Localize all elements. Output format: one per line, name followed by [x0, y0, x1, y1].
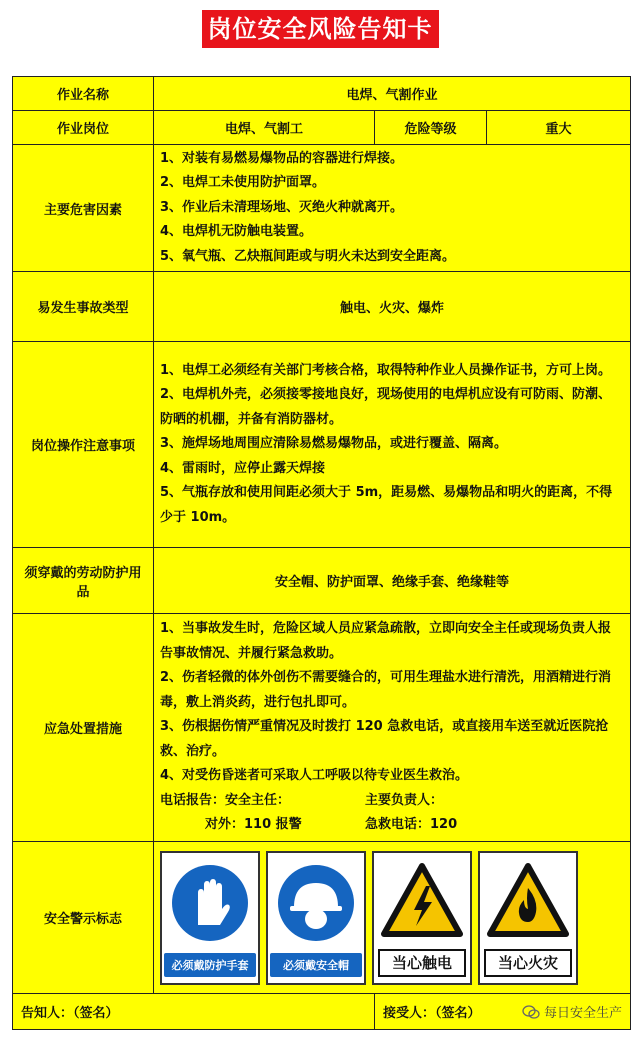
receiver-cell [375, 994, 631, 1030]
post-value: 电焊、气割工 [154, 111, 375, 145]
risk-card-table [12, 76, 631, 1030]
helmet-icon [276, 863, 356, 943]
list-item: 2、电焊工未使用防护面罩。 [160, 175, 326, 191]
receiver-signature: 接受人：（签名） [383, 1006, 481, 1021]
notifier-signature: 告知人：（签名） [13, 994, 375, 1030]
row-signs [13, 842, 631, 994]
page-title: 岗位安全风险告知卡 [202, 10, 439, 48]
list-item: 2、电焊机外壳，必须接零接地良好，现场使用的电焊机应设有可防雨、防潮、防晒的机棚，并备有消防器材。 [160, 387, 612, 427]
row-hazards [13, 145, 631, 272]
list-item: 5、氧气瓶、乙炔瓶间距或与明火未达到安全距离。 [160, 248, 456, 264]
level-label: 危险等级 [375, 111, 487, 145]
signs-row [160, 849, 624, 987]
row-ppe [13, 548, 631, 614]
accidents-value: 触电、火灾、爆炸 [154, 272, 631, 342]
list-item: 4、对受伤昏迷者可采取人工呼吸以待专业医生救治。 [160, 768, 469, 784]
row-job-name [13, 77, 631, 111]
emergency-phone: 急救电话：120 [365, 817, 458, 833]
sign-helmet [266, 851, 366, 985]
sign-electric-caption: 当心触电 [378, 949, 466, 977]
list-item: 3、伤根据伤情严重情况及时拨打 120 急救电话，或直接用车送至就近医院抢救、治疗。 [160, 719, 609, 759]
list-item: 1、当事故发生时，危险区域人员应紧急疏散，立即向安全主任或现场负责人报告事故情况、并履行紧急救助。 [160, 621, 612, 661]
row-post [13, 111, 631, 145]
sign-gloves [160, 851, 260, 985]
hazards-label: 主要危害因素 [13, 145, 154, 272]
job-name-value: 电焊、气割作业 [154, 77, 631, 111]
sign-fire [478, 851, 578, 985]
external-phone: 对外：110 报警 [205, 817, 302, 833]
sign-electric [372, 851, 472, 985]
precautions-list [154, 342, 631, 548]
wechat-icon [522, 1005, 540, 1019]
list-item: 3、作业后未清理场地、灭绝火种就离开。 [160, 199, 404, 215]
fire-warning-icon [486, 862, 570, 940]
phone-report: 电话报告：安全主任： [160, 792, 291, 808]
row-precautions [13, 342, 631, 548]
post-label: 作业岗位 [13, 111, 154, 145]
accidents-label: 易发生事故类型 [13, 272, 154, 342]
watermark-text: 每日安全生产 [543, 1006, 622, 1021]
watermark [522, 1002, 622, 1021]
main-person: 主要负责人： [365, 792, 444, 808]
emergency-list [154, 614, 631, 842]
row-emergency [13, 614, 631, 842]
precautions-label: 岗位操作注意事项 [13, 342, 154, 548]
contact-line-2 [160, 813, 624, 838]
signs-cell [154, 842, 631, 994]
list-item: 1、对装有易燃易爆物品的容器进行焊接。 [160, 150, 404, 166]
level-value: 重大 [487, 111, 631, 145]
job-name-label: 作业名称 [13, 77, 154, 111]
row-footer [13, 994, 631, 1030]
list-item: 1、电焊工必须经有关部门考核合格，取得特种作业人员操作证书，方可上岗。 [160, 362, 612, 378]
signs-label: 安全警示标志 [13, 842, 154, 994]
list-item: 4、雷雨时，应停止露天焊接 [160, 460, 326, 476]
list-item: 4、电焊机无防触电装置。 [160, 224, 313, 240]
ppe-value: 安全帽、防护面罩、绝缘手套、绝缘鞋等 [154, 548, 631, 614]
list-item: 2、伤者轻微的体外创伤不需要缝合的，可用生理盐水进行清洗，用酒精进行消毒，敷上消炎药，进行包扎即可。 [160, 670, 612, 710]
electric-warning-icon [380, 862, 464, 940]
title-wrap [0, 10, 640, 48]
sign-helmet-caption: 必须戴安全帽 [270, 953, 362, 977]
contact-line-1 [160, 789, 624, 814]
glove-icon [170, 863, 250, 943]
ppe-label: 须穿戴的劳动防护用品 [13, 548, 154, 614]
sign-fire-caption: 当心火灾 [484, 949, 572, 977]
sign-gloves-caption: 必须戴防护手套 [164, 953, 256, 977]
list-item: 3、施焊场地周围应清除易燃易爆物品，或进行覆盖、隔离。 [160, 436, 508, 452]
emergency-label: 应急处置措施 [13, 614, 154, 842]
list-item: 5、气瓶存放和使用间距必须大于 5m，距易燃、易爆物品和明火的距离，不得少于 10m。 [160, 485, 613, 525]
hazards-list [154, 145, 631, 272]
row-accidents [13, 272, 631, 342]
